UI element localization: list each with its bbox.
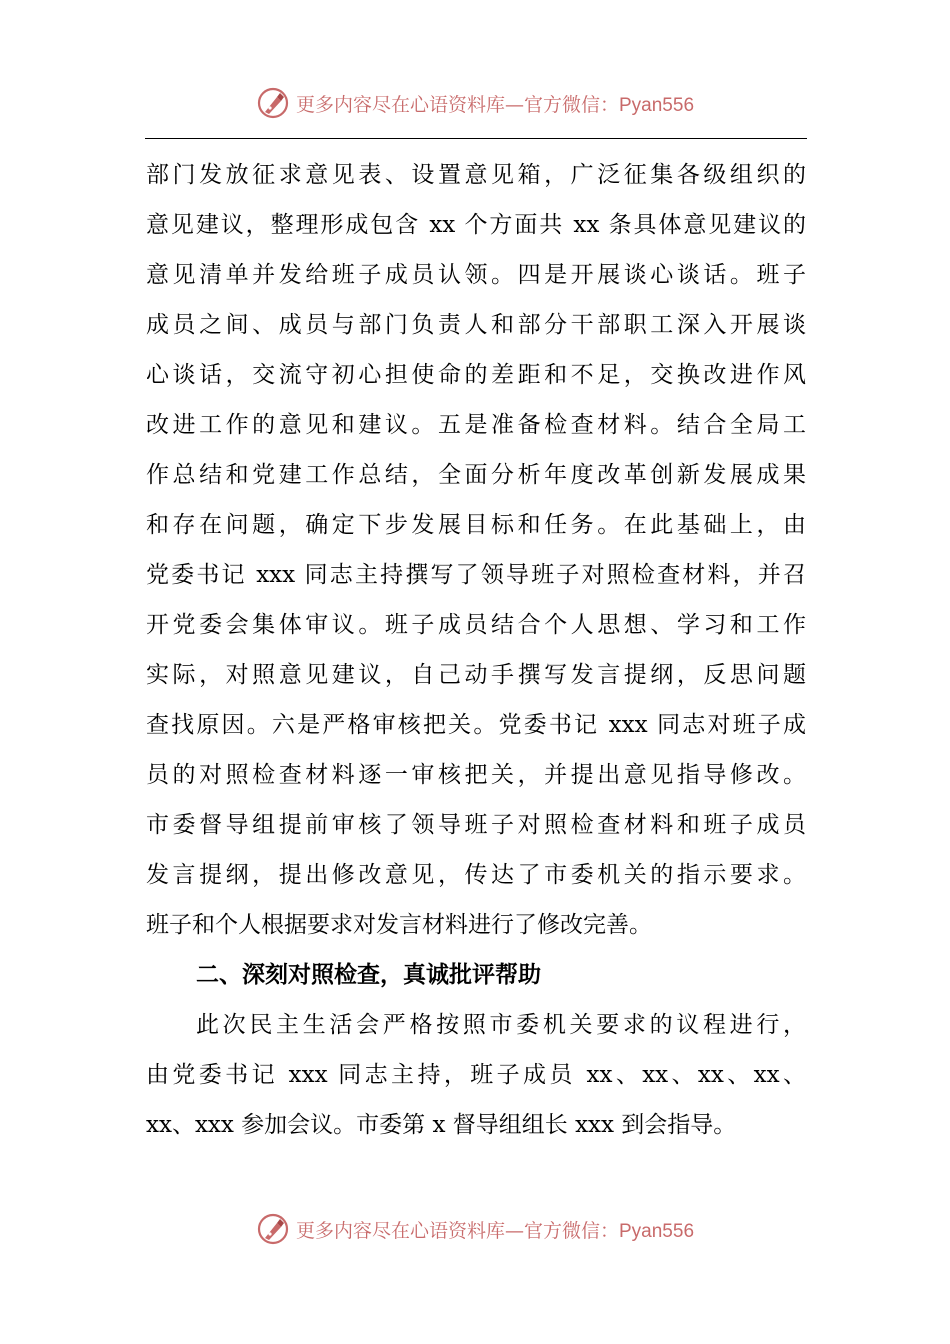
body-line: 查找原因。六是严格审核把关。党委书记 xxx 同志对班子成 [146,712,806,738]
footer-account: Pyan556 [619,1220,695,1242]
page-header [0,82,950,124]
body-line: 意见建议，整理形成包含 xx 个方面共 xx 条具体意见建议的 [146,212,806,238]
body-line: 员的对照检查材料逐一审核把关，并提出意见指导修改。 [146,762,806,788]
body-line: 改进工作的意见和建议。五是准备检查材料。结合全局工 [146,412,806,438]
page-footer [0,1208,950,1250]
body-line: 意见清单并发给班子成员认领。四是开展谈心谈话。班子 [146,262,806,288]
pen-nib-logo-icon [256,1212,290,1246]
body-line: 市委督导组提前审核了领导班子对照检查材料和班子成员 [146,812,806,838]
body-line: 党委书记 xxx 同志主持撰写了领导班子对照检查材料，并召 [146,562,806,588]
header-brand-text: 更多内容尽在心语资料库—官方微信：Pyan556 [295,93,695,116]
body-line: 由党委书记 xxx 同志主持，班子成员 xx、xx、xx、xx、 [146,1062,806,1088]
body-line: 班子和个人根据要求对发言材料进行了修改完善。 [146,912,652,938]
body-line: 实际，对照意见建议，自己动手撰写发言提纲，反思问题 [146,662,806,688]
section-heading: 二、深刻对照检查，真诚批评帮助 [196,962,541,988]
body-line: 此次民主生活会严格按照市委机关要求的议程进行， [196,1012,806,1038]
document-body [146,150,806,1150]
footer-brand-text: 更多内容尽在心语资料库—官方微信：Pyan556 [295,1219,695,1242]
body-line: xx、xxx 参加会议。市委第 x 督导组组长 xxx 到会指导。 [146,1112,737,1138]
pen-nib-logo-icon [256,86,290,120]
body-line: 发言提纲，提出修改意见，传达了市委机关的指示要求。 [146,862,806,888]
body-line: 心谈话，交流守初心担使命的差距和不足，交换改进作风 [146,362,806,388]
body-line: 成员之间、成员与部门负责人和部分干部职工深入开展谈 [146,312,806,338]
header-account: Pyan556 [619,94,695,116]
body-line: 开党委会集体审议。班子成员结合个人思想、学习和工作 [146,612,806,638]
body-line: 作总结和党建工作总结，全面分析年度改革创新发展成果 [146,462,806,488]
header-divider [145,138,807,139]
body-line: 和存在问题，确定下步发展目标和任务。在此基础上，由 [146,512,806,538]
body-line: 部门发放征求意见表、设置意见箱，广泛征集各级组织的 [146,162,806,188]
